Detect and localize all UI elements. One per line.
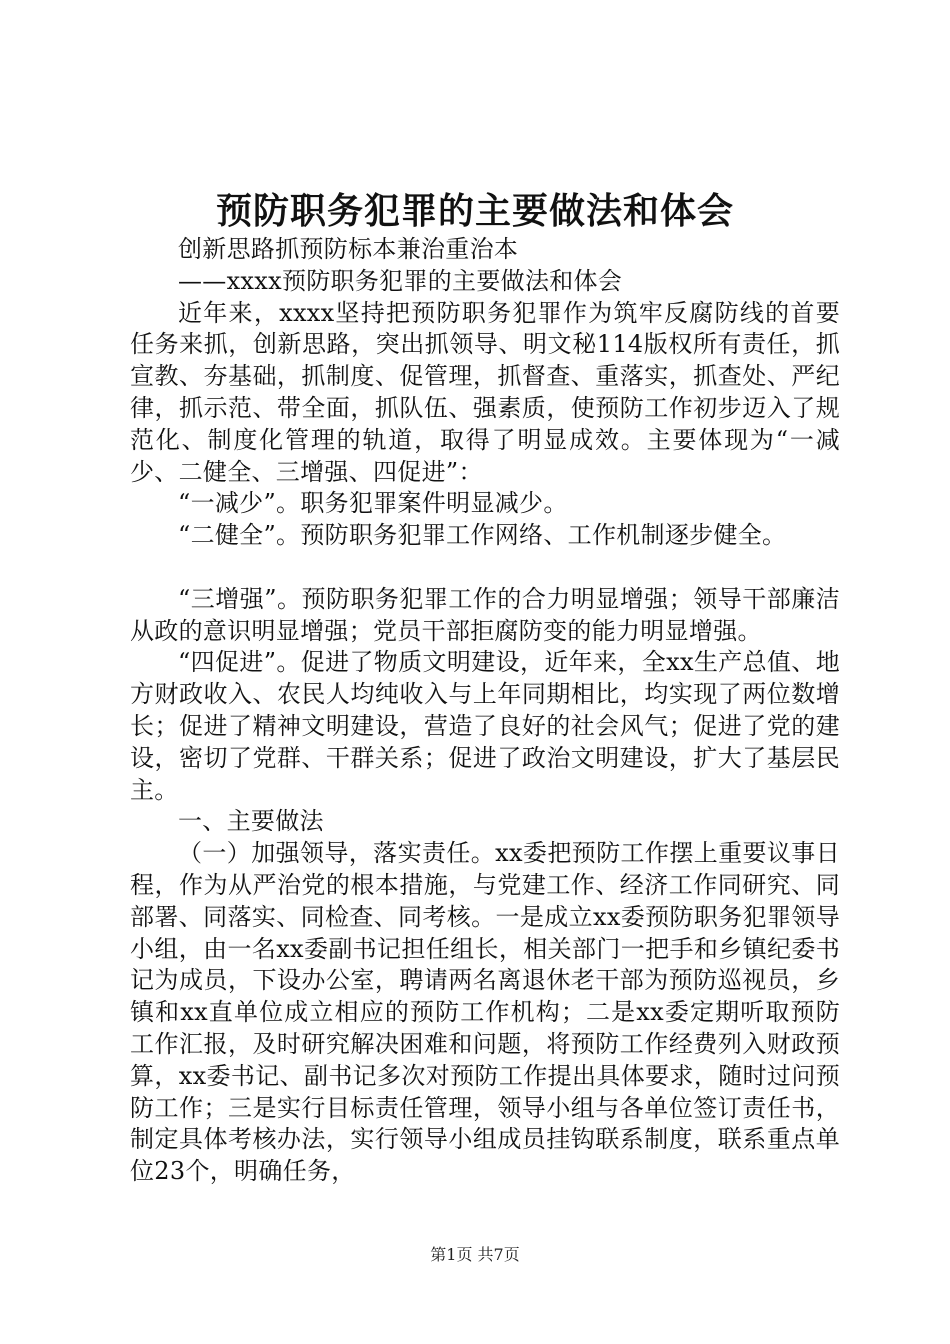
subtitle-source: ——xxxx预防职务犯罪的主要做法和体会	[178, 266, 623, 295]
document-title: 预防职务犯罪的主要做法和体会	[215, 190, 734, 232]
paragraph: “二健全”。预防职务犯罪工作网络、工作机制逐步健全。	[178, 521, 787, 550]
paragraph: “四促进”。促进了物质文明建设，近年来，全xx生产总值、地方财政收入、农民人均纯收入与上年同期相比，均实现了两位数增长；促进了精神文明建设，营造了良好的社会风气；促进了党的建设，密切了党群、干群关系；促进了政治文明建设，扩大了基层民主。	[130, 648, 840, 804]
paragraph: （一）加强领导，落实责任。xx委把预防工作摆上重要议事日程，作为从严治党的根本措施，与党建工作、经济工作同研究、同部署、同落实、同检查、同考核。一是成立xx委预防职务犯罪领导小组，由一名xx委副书记担任组长，相关部门一把手和乡镇纪委书记为成员，下设办公室，聘请两名离退休老干部为预防巡视员，乡镇和xx直单位成立相应的预防工作机构；二是xx委定期听取预防工作汇报，及时研究解决困难和问题，将预防工作经费列入财政预算，xx委书记、副书记多次对预防工作提出具体要求，随时过问预防工作；三是实行目标责任管理，领导小组与各单位签订责任书，制定具体考核办法，实行领导小组成员挂钩联系制度，联系重点单位23个，明确任务，	[130, 839, 840, 1186]
section-heading: 一、主要做法	[178, 807, 324, 836]
document-body	[130, 234, 840, 1188]
paragraph: “一减少”。职务犯罪案件明显减少。	[178, 489, 568, 518]
paragraph: “三增强”。预防职务犯罪工作的合力明显增强；领导干部廉洁从政的意识明显增强；党员干部拒腐防变的能力明显增强。	[130, 584, 840, 645]
subtitle: 创新思路抓预防标本兼治重治本	[178, 235, 519, 263]
paragraph: 近年来，xxxx坚持把预防职务犯罪作为筑牢反腐防线的首要任务来抓，创新思路，突出抓领导、明文秘114版权所有责任，抓宣教、夯基础，抓制度、促管理，抓督查、重落实，抓查处、严纪律，抓示范、带全面，抓队伍、强素质，使预防工作初步迈入了规范化、制度化管理的轨道，取得了明显成效。主要体现为“一减少、二健全、三增强、四促进”：	[130, 298, 840, 486]
page-footer: 第1页 共7页	[430, 1245, 520, 1264]
blank-line	[130, 552, 840, 584]
